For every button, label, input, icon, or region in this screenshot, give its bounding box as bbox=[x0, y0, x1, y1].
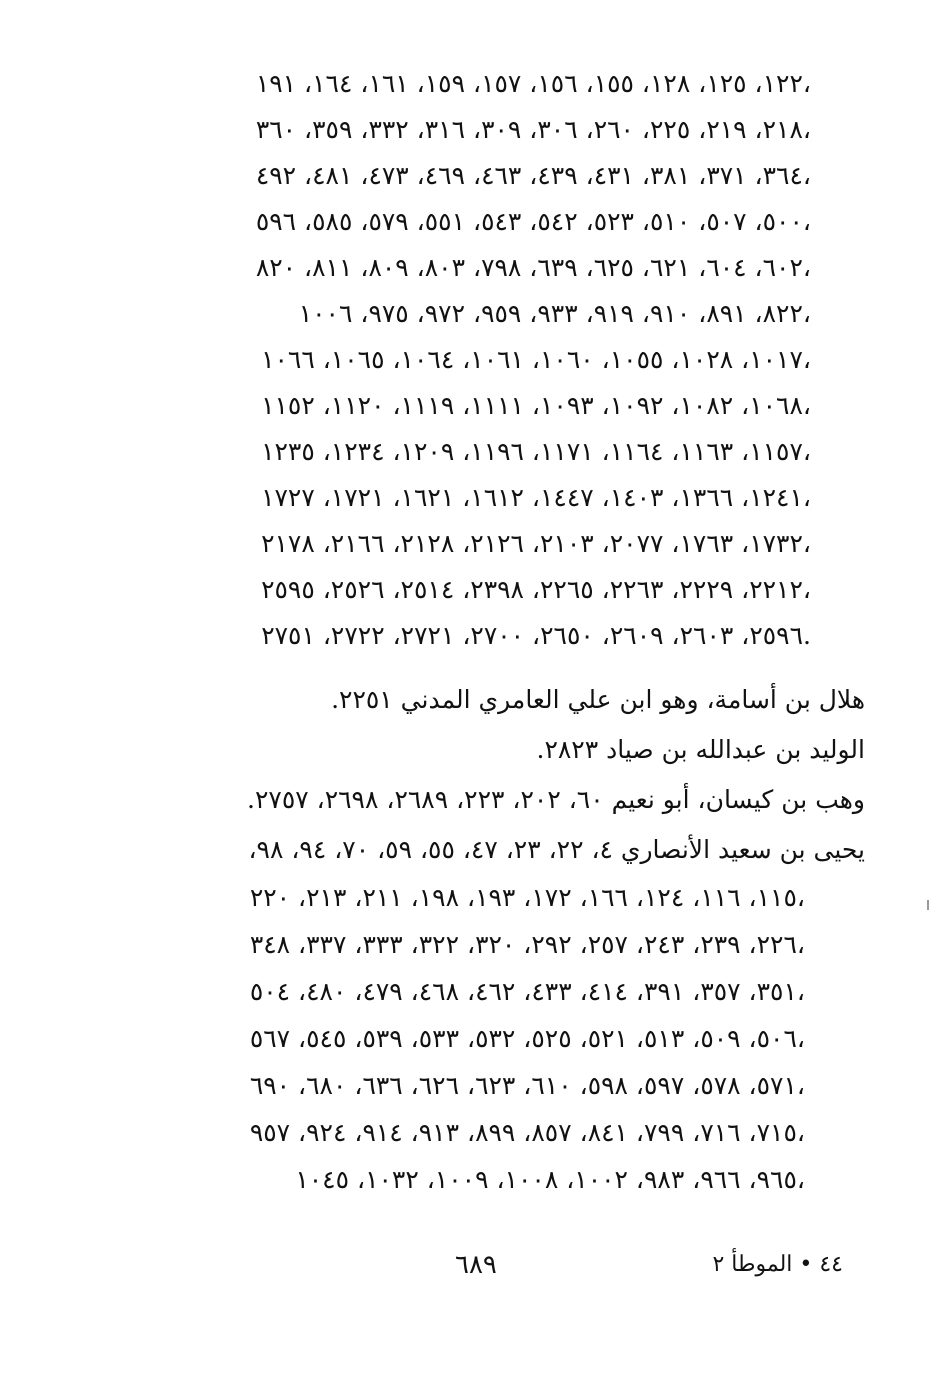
page-number: ٦٨٩ bbox=[455, 1250, 497, 1280]
reference-line: ٢٢١٢، ٢٢٢٩، ٢٢٦٣، ٢٢٦٥، ٢٣٩٨، ٢٥١٤، ٢٥٢٦، ٢٥٩٥، bbox=[261, 575, 811, 604]
index-entry-yahya: يحيى بن سعيد الأنصاري ٤، ٢٢، ٢٣، ٤٧، ٥٥، ٥٩، ٧٠، ٩٤، ٩٨، bbox=[248, 835, 865, 864]
reference-line: ١٧٣٢، ١٧٦٣، ٢٠٧٧، ٢١٠٣، ٢١٢٦، ٢١٢٨، ٢١٦٦، ٢١٧٨، bbox=[261, 529, 811, 558]
scan-artifact bbox=[927, 900, 929, 910]
reference-line: ١٢٤١، ١٣٦٦، ١٤٠٣، ١٤٤٧، ١٦١٢، ١٦٢١، ١٧٢١، ١٧٢٧، bbox=[261, 483, 811, 512]
index-entry-al-walid: الوليد بن عبدالله بن صياد ٢٨٢٣. bbox=[536, 735, 865, 764]
reference-line: ١٠٦٨، ١٠٨٢، ١٠٩٢، ١٠٩٣، ١١١١، ١١١٩، ١١٢٠، ١١٥٢، bbox=[261, 391, 811, 420]
reference-line: ٥٧١، ٥٧٨، ٥٩٧، ٥٩٨، ٦١٠، ٦٢٣، ٦٢٦، ٦٣٦، ٦٨٠، ٦٩٠، bbox=[249, 1071, 805, 1100]
reference-line: ١٠١٧، ١٠٢٨، ١٠٥٥، ١٠٦٠، ١٠٦١، ١٠٦٤، ١٠٦٥، ١٠٦٦، bbox=[261, 345, 811, 374]
reference-line: ٥٠٦، ٥٠٩، ٥١٣، ٥٢١، ٥٢٥، ٥٣٢، ٥٣٣، ٥٣٩، ٥٤٥، ٥٦٧، bbox=[249, 1024, 805, 1053]
footer-volume-label: ٤٤ • الموطأ ٢ bbox=[712, 1252, 843, 1277]
reference-line: ٦٠٢، ٦٠٤، ٦٢١، ٦٢٥، ٦٣٩، ٧٩٨، ٨٠٣، ٨٠٩، ٨١١، ٨٢٠، bbox=[255, 253, 811, 282]
reference-line: ٢٥٩٦، ٢٦٠٣، ٢٦٠٩، ٢٦٥٠، ٢٧٠٠، ٢٧٢١، ٢٧٢٢، ٢٧٥١. bbox=[261, 621, 811, 650]
reference-line: ١١٥، ١١٦، ١٢٤، ١٦٦، ١٧٢، ١٩٣، ١٩٨، ٢١١، ٢١٣، ٢٢٠، bbox=[249, 883, 805, 912]
index-entry-wahb: وهب بن كيسان، أبو نعيم ٦٠، ٢٠٢، ٢٢٣، ٢٦٨٩، ٢٦٩٨، ٢٧٥٧. bbox=[247, 785, 865, 814]
reference-line: ٧١٥، ٧١٦، ٧٩٩، ٨٤١، ٨٥٧، ٨٩٩، ٩١٣، ٩١٤، ٩٢٤، ٩٥٧، bbox=[249, 1118, 805, 1147]
reference-line: ٢٢٦، ٢٣٩، ٢٤٣، ٢٥٧، ٢٩٢، ٣٢٠، ٣٢٢، ٣٣٣، ٣٣٧، ٣٤٨، bbox=[249, 930, 805, 959]
reference-line: ٥٠٠، ٥٠٧، ٥١٠، ٥٢٣، ٥٤٢، ٥٤٣، ٥٥١، ٥٧٩، ٥٨٥، ٥٩٦، bbox=[255, 207, 811, 236]
reference-line: ١٢٢، ١٢٥، ١٢٨، ١٥٥، ١٥٦، ١٥٧، ١٥٩، ١٦١، ١٦٤، ١٩١، bbox=[255, 69, 811, 98]
reference-line: ٣٥١، ٣٥٧، ٣٩١، ٤١٤، ٤٣٣، ٤٦٢، ٤٦٨، ٤٧٩، ٤٨٠، ٥٠٤، bbox=[249, 977, 805, 1006]
reference-line: ٣٦٤، ٣٧١، ٣٨١، ٤٣١، ٤٣٩، ٤٦٣، ٤٦٩، ٤٧٣، ٤٨١، ٤٩٢، bbox=[255, 161, 811, 190]
reference-line: ٨٢٢، ٨٩١، ٩١٠، ٩١٩، ٩٣٣، ٩٥٩، ٩٧٢، ٩٧٥، ١٠٠٦، bbox=[298, 299, 811, 328]
reference-line: ٢١٨، ٢١٩، ٢٢٥، ٢٦٠، ٣٠٦، ٣٠٩، ٣١٦، ٣٣٢، ٣٥٩، ٣٦٠، bbox=[255, 115, 811, 144]
index-entry-hilal: هلال بن أسامة، وهو ابن علي العامري المدني ٢٢٥١. bbox=[331, 685, 865, 714]
reference-line: ٩٦٥، ٩٦٦، ٩٨٣، ١٠٠٢، ١٠٠٨، ١٠٠٩، ١٠٣٢، ١٠٤٥، bbox=[295, 1165, 805, 1194]
reference-line: ١١٥٧، ١١٦٣، ١١٦٤، ١١٧١، ١١٩٦، ١٢٠٩، ١٢٣٤، ١٢٣٥، bbox=[261, 437, 811, 466]
